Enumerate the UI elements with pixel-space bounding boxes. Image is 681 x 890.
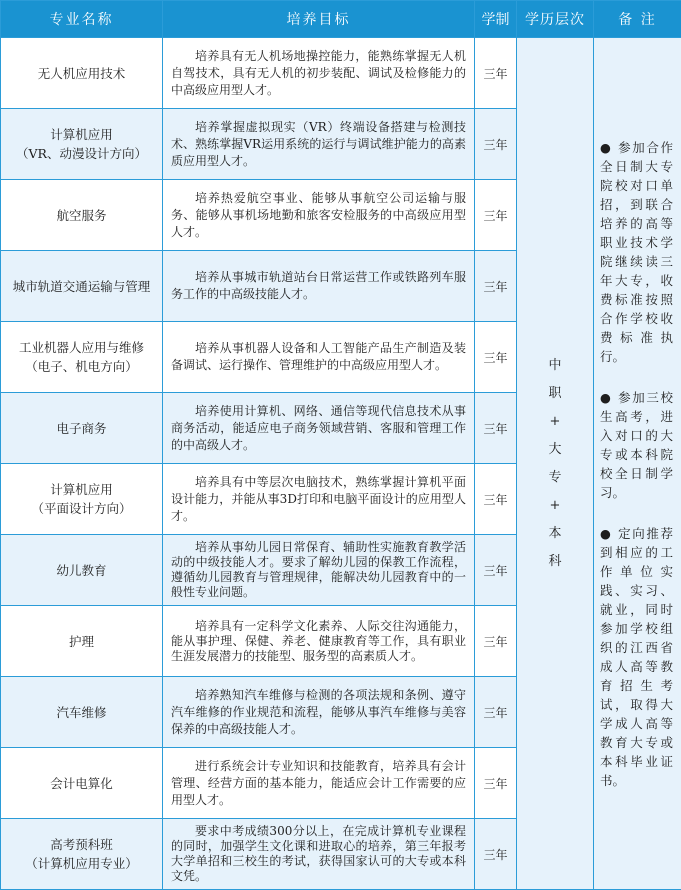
remarks: [594, 38, 681, 890]
table-header-row: [1, 1, 681, 38]
header-years: 学制: [475, 1, 517, 38]
major-name: [1, 38, 163, 109]
table-row: [1, 38, 681, 109]
training-goal: [163, 180, 475, 251]
major-name: [1, 251, 163, 322]
level-char: 科: [517, 548, 593, 576]
study-years: 三年: [475, 748, 517, 819]
training-goal: [163, 251, 475, 322]
training-goal-text: 培养具有无人机场地操控能力，能熟练掌握无人机自驾技术，具有无人机的初步装配、调试及检修能力的中高级应用型人才。: [171, 48, 466, 99]
study-years: 三年: [475, 109, 517, 180]
training-goal-text: 培养具有中等层次电脑技术，熟练掌握计算机平面设计能力，并能从事3D打印和电脑平面设计的应用型人才。: [171, 474, 466, 525]
training-goal: [163, 819, 475, 890]
major-name: [1, 535, 163, 606]
education-level: [517, 38, 594, 890]
training-goal-text: 培养掌握虚拟现实（VR）终端设备搭建与检测技术、熟练掌握VR运用系统的运行与调试维护能力的高素质应用型人才。: [171, 119, 466, 170]
major-name-line: 幼儿教育: [5, 561, 158, 580]
major-name-line: 会计电算化: [5, 774, 158, 793]
training-goal-text: 培养热爱航空事业、能够从事航空公司运输与服务、能够从事机场地勤和旅客安检服务的中高级应用型人才。: [171, 190, 466, 241]
major-name-line: 高考预科班: [5, 835, 158, 854]
training-goal: [163, 535, 475, 606]
major-name-line: 计算机应用: [5, 125, 158, 144]
training-goal-text: 培养从事城市轨道站台日常运营工作或铁路列车服务工作的中高级技能人才。: [171, 269, 466, 303]
major-name-line: 航空服务: [5, 206, 158, 225]
training-goal-text: 要求中考成绩300分以上，在完成计算机专业课程的同时，加强学生文化课和进取心的培养，第三年报考大学单招和三校生的考试，获得国家认可的大专或本科文凭。: [171, 824, 466, 884]
major-name-line: （电子、机电方向）: [5, 357, 158, 376]
training-goal: [163, 109, 475, 180]
training-goal: [163, 606, 475, 677]
level-char: +: [517, 492, 593, 520]
level-char: 专: [517, 464, 593, 492]
major-name-line: 工业机器人应用与维修: [5, 338, 158, 357]
major-name-line: 无人机应用技术: [5, 64, 158, 83]
training-goal-text: 进行系统会计专业知识和技能教育，培养具有会计管理、经营方面的基本能力，能适应会计工作需要的应用型人才。: [171, 758, 466, 809]
level-char: +: [517, 408, 593, 436]
study-years: 三年: [475, 180, 517, 251]
study-years: 三年: [475, 38, 517, 109]
major-name-line: （平面设计方向）: [5, 499, 158, 518]
study-years: 三年: [475, 819, 517, 890]
training-goal-text: 培养从事幼儿园日常保育、辅助性实施教育教学活动的中级技能人才。要求了解幼儿园的保教工作流程，遵循幼儿园教育与管理规律，能解决幼儿园教育中的一般性专业问题。: [171, 540, 466, 600]
study-years: 三年: [475, 393, 517, 464]
major-name: [1, 819, 163, 890]
major-name: [1, 677, 163, 748]
remark-item: ● 参加三校生高考，进入对口的大专或本科院校全日制学习。: [600, 388, 673, 502]
training-goal: [163, 38, 475, 109]
remark-item: ● 参加合作全日制大专院校对口单招，到联合培养的高等职业技术学院继续读三年大专，收费标准按照合作学校收费标准执行。: [600, 138, 673, 366]
major-name-line: 电子商务: [5, 419, 158, 438]
major-name-line: 计算机应用: [5, 480, 158, 499]
major-name: [1, 180, 163, 251]
major-name: [1, 606, 163, 677]
major-name: [1, 393, 163, 464]
major-name-line: 城市轨道交通运输与管理: [5, 277, 158, 296]
training-goal: [163, 748, 475, 819]
training-goal-text: 培养从事机器人设备和人工智能产品生产制造及装备调试、运行操作、管理维护的中高级应用型人才。: [171, 340, 466, 374]
level-char: 职: [517, 380, 593, 408]
training-goal-text: 培养使用计算机、网络、通信等现代信息技术从事商务活动，能适应电子商务领域营销、客服和管理工作的中高级人才。: [171, 403, 466, 454]
major-name: [1, 464, 163, 535]
training-goal-text: 培养熟知汽车维修与检测的各项法规和条例、遵守汽车维修的作业规范和流程，能够从事汽车维修与美容保养的中高级技能人才。: [171, 687, 466, 738]
header-notes: 备 注: [594, 1, 681, 38]
remark-item: ● 定向推荐到相应的工作单位实践、实习、就业，同时参加学校组织的江西省成人高等教育招生考试，取得大学成人高等教育大专或本科毕业证书。: [600, 524, 673, 790]
study-years: 三年: [475, 535, 517, 606]
level-char: 大: [517, 436, 593, 464]
level-char: 本: [517, 520, 593, 548]
training-goal: [163, 322, 475, 393]
header-level: 学历层次: [517, 1, 594, 38]
major-name-line: 汽车维修: [5, 703, 158, 722]
header-goal: 培养目标: [163, 1, 475, 38]
study-years: 三年: [475, 251, 517, 322]
major-name: [1, 322, 163, 393]
training-goal: [163, 464, 475, 535]
training-goal: [163, 393, 475, 464]
major-name-line: （计算机应用专业）: [5, 854, 158, 873]
major-name-line: （VR、动漫设计方向）: [5, 144, 158, 163]
study-years: 三年: [475, 464, 517, 535]
training-goal: [163, 677, 475, 748]
major-name-line: 护理: [5, 632, 158, 651]
training-goal-text: 培养具有一定科学文化素养、人际交往沟通能力，能从事护理、保健、养老、健康教育等工作，具有职业生涯发展潜力的技能型、服务型的高素质人才。: [171, 619, 466, 664]
major-name: [1, 109, 163, 180]
study-years: 三年: [475, 322, 517, 393]
study-years: 三年: [475, 677, 517, 748]
header-major: 专业名称: [1, 1, 163, 38]
major-name: [1, 748, 163, 819]
level-char: 中: [517, 352, 593, 380]
study-years: 三年: [475, 606, 517, 677]
